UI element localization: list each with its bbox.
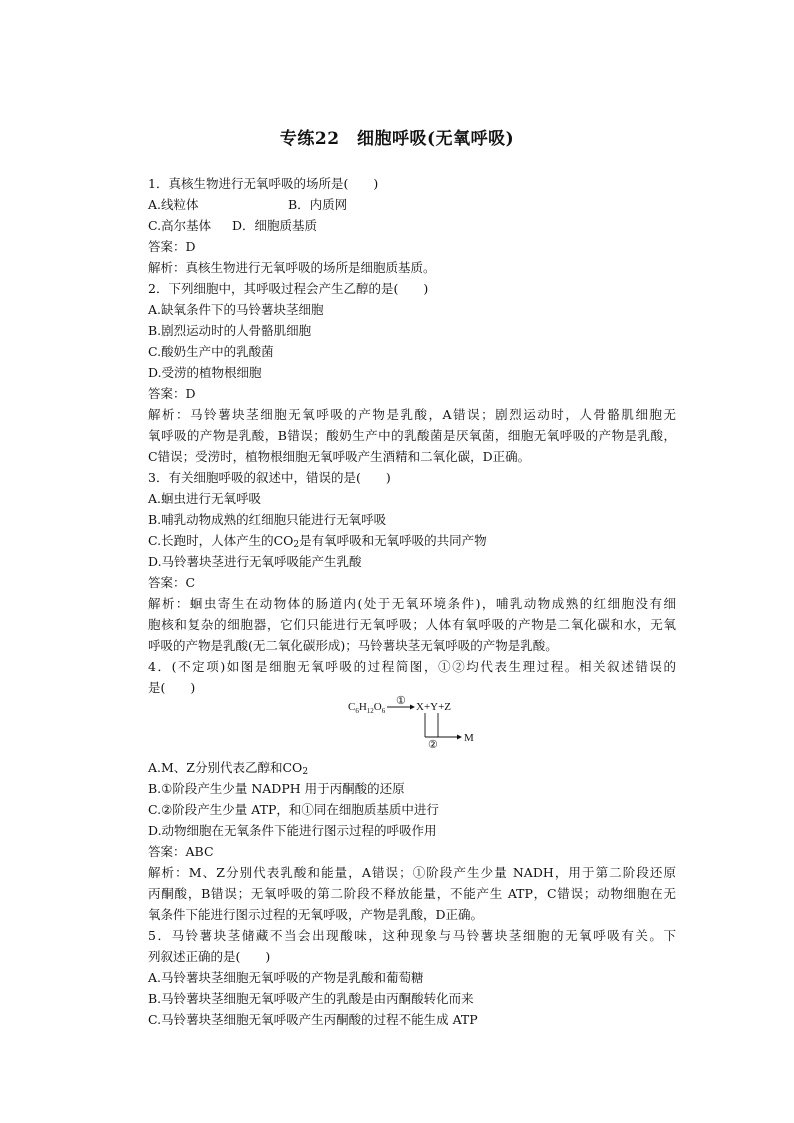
option-d: D.受涝的植物根细胞	[148, 365, 262, 380]
option-d: D.动物细胞在无氧条件下能进行图示过程的呼吸作用	[148, 823, 437, 838]
answer-2: 答案：D	[148, 386, 196, 401]
question-5-line-2: 列叙述正确的是( )	[148, 949, 271, 964]
diagram-product-m: M	[464, 732, 474, 744]
answer-1: 答案：D	[148, 239, 196, 254]
explanation-2-line-1: 解析：马铃薯块茎细胞无氧呼吸的产物是乳酸，A错误；剧烈运动时，人骨骼肌细胞无	[148, 407, 676, 422]
option-c-text: C.长跑时，人体产生的CO	[148, 533, 294, 548]
option-a: A.马铃薯块茎细胞无氧呼吸的产物是乳酸和葡萄糖	[148, 970, 424, 985]
option-b: B．内质网	[288, 197, 348, 212]
option-c: C.②阶段产生少量 ATP，和①同在细胞质基质中进行	[148, 802, 439, 817]
arrowhead-1-icon	[410, 705, 415, 710]
question-2: 2．下列细胞中，其呼吸过程会产生乙醇的是( )	[148, 281, 429, 296]
question-3: 3．有关细胞呼吸的叙述中，错误的是( )	[148, 470, 391, 485]
answer-4: 答案：ABC	[148, 844, 214, 859]
option-b: B.马铃薯块茎细胞无氧呼吸产生的乳酸是由丙酮酸转化而来	[148, 991, 474, 1006]
option-d: D．细胞质基质	[232, 218, 318, 233]
step-2-label: ②	[428, 739, 438, 750]
subscript: 2	[293, 540, 300, 550]
question-1-options-cd	[148, 216, 317, 236]
respiration-diagram	[340, 694, 480, 750]
explanation-2-line-2: 氧呼吸的产物是乳酸，B错误；酸奶生产中的乳酸菌是厌氧菌，细胞无氧呼吸的产物是乳酸，	[148, 428, 676, 443]
subscript: 2	[302, 767, 309, 777]
option-a: A.蛔虫进行无氧呼吸	[148, 491, 262, 506]
question-5-line-1: 5．马铃薯块茎储藏不当会出现酸味，这种现象与马铃薯块茎细胞的无氧呼吸有关。下	[148, 928, 676, 943]
option-c: C.酸奶生产中的乳酸菌	[148, 344, 274, 359]
question-1: 1．真核生物进行无氧呼吸的场所是( )	[148, 176, 379, 191]
diagram-products: X+Y+Z	[416, 701, 452, 713]
question-4-line-1: 4．(不定项)如图是细胞无氧呼吸的过程简图，①②均代表生理过程。相关叙述错误的	[148, 659, 676, 674]
option-c: C.马铃薯块茎细胞无氧呼吸产生丙酮酸的过程不能生成 ATP	[148, 1012, 478, 1027]
explanation-4-line-2: 丙酮酸，B错误；无氧呼吸的第二阶段不释放能量，不能产生 ATP，C错误；动物细胞在无	[148, 886, 676, 901]
option-b: B.剧烈运动时的人骨骼肌细胞	[148, 323, 312, 338]
explanation-4-line-3: 氧条件下能进行图示过程的无氧呼吸，产物是乳酸，D正确。	[148, 907, 484, 922]
question-4-line-2: 是( )	[148, 680, 196, 695]
explanation-1: 解析：真核生物进行无氧呼吸的场所是细胞质基质。	[148, 260, 436, 275]
option-a: A.线粒体	[148, 197, 199, 212]
question-1-options-ab	[148, 195, 347, 215]
option-a-text: A.M、Z分别代表乙醇和CO	[148, 760, 303, 775]
option-d: D.马铃薯块茎进行无氧呼吸能产生乳酸	[148, 554, 362, 569]
option-b: B.①阶段产生少量 NADPH 用于丙酮酸的还原	[148, 781, 405, 796]
explanation-3-line-2: 胞核和复杂的细胞器，它们只能进行无氧呼吸；人体有氧呼吸的产物是二氧化碳和水，无氧	[148, 617, 676, 632]
step-1-label: ①	[396, 695, 406, 707]
option-c-text-rest: 是有氧呼吸和无氧呼吸的共同产物	[299, 533, 487, 548]
option-a: A.缺氧条件下的马铃薯块茎细胞	[148, 302, 324, 317]
explanation-4-line-1: 解析：M、Z分别代表乳酸和能量，A错误；①阶段产生少量 NADH，用于第二阶段还原	[148, 865, 676, 880]
page-title: 专练22 细胞呼吸(无氧呼吸)	[279, 129, 515, 149]
explanation-3-line-3: 呼吸的产物是乳酸(无二氧化碳形成)；马铃薯块茎无氧呼吸的产物是乳酸。	[148, 638, 558, 653]
answer-3: 答案：C	[148, 575, 196, 590]
arrowhead-2-icon	[457, 735, 462, 740]
option-c: C.高尔基体	[148, 218, 212, 233]
explanation-2-line-3: C错误；受涝时，植物根细胞无氧呼吸产生酒精和二氧化碳，D正确。	[148, 449, 531, 464]
explanation-3-line-1: 解析：蛔虫寄生在动物体的肠道内(处于无氧环境条件)，哺乳动物成熟的红细胞没有细	[148, 596, 676, 611]
diagram-reactant: $C_6H_{12}O_6$	[348, 701, 386, 715]
option-b: B.哺乳动物成熟的红细胞只能进行无氧呼吸	[148, 512, 387, 527]
